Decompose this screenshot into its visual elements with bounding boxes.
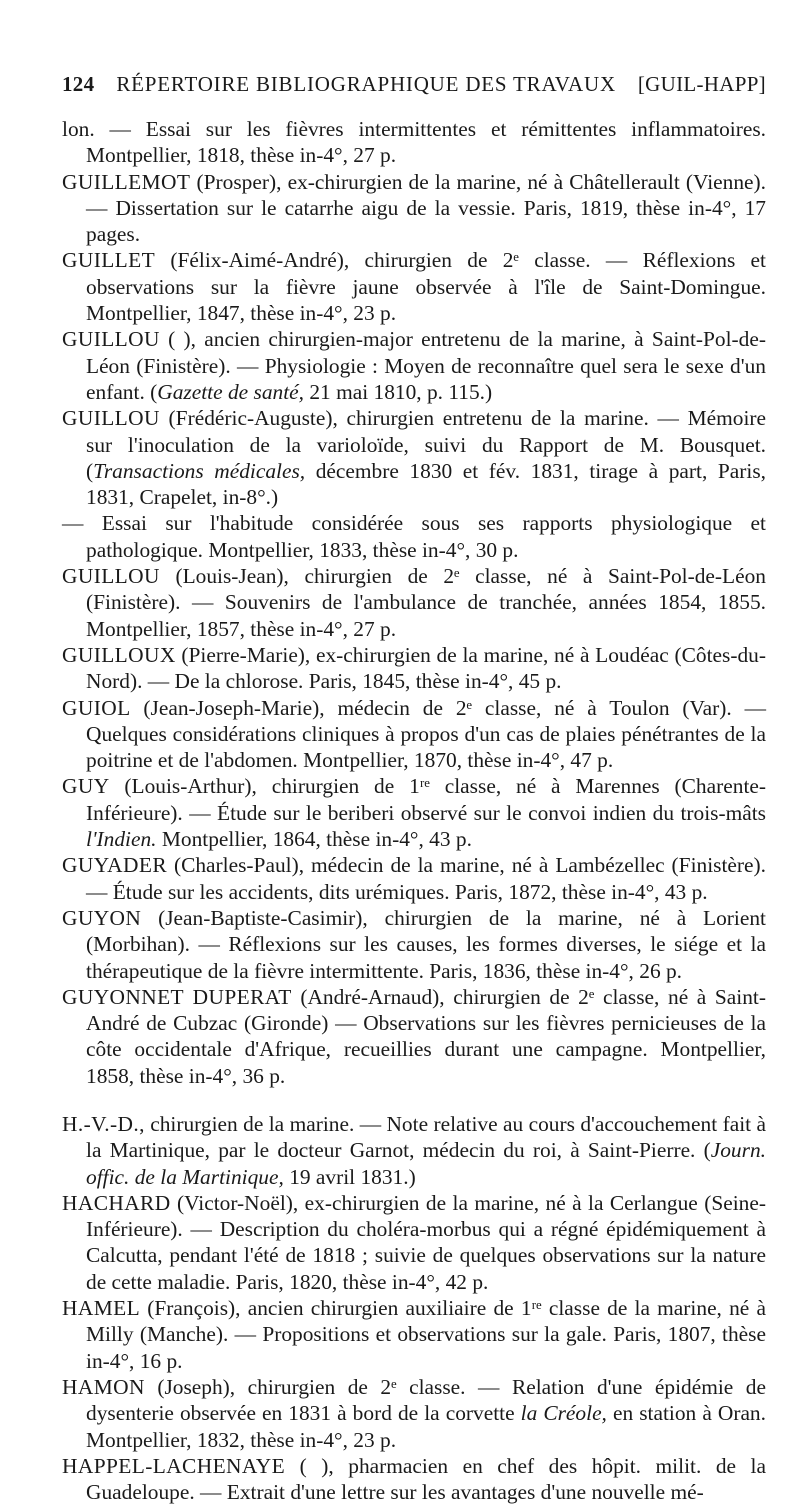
author-name: GUILLOUX [62,642,176,667]
entry-text-tail: Montpellier, 1864, thèse in-4°, 43 p. [156,827,472,852]
entry-text-tail: 21 mai 1810, p. 115.) [304,379,493,404]
bibliography-entry [62,405,766,510]
entry-text-tail: décembre 1830 et fév. 1831, tirage à part, Paris, 1831, Crapelet, in-8°.) [86,458,767,510]
bibliography-entry [62,116,766,169]
author-name: HAMON [62,1374,145,1399]
entry-text: (Félix-Aimé-André), chirurgien de 2ᵉ classe. — Réflexions et observations sur la fièvre jaune observée à l'île de Saint-Domingue. Montpellier, 1847, thèse in-4°, 23 p. [86,248,766,326]
entry-text: chirurgien de la marine. — Note relative au cours d'accouchement fait à la Martinique, par le docteur Garnot, médecin du roi, à Saint-Pierre. [86,1111,766,1163]
bibliography-entry [62,563,766,642]
author-name: GUILLOU [62,327,160,352]
author-name: GUYONNET DUPERAT [62,984,292,1009]
bibliography-entry [62,326,766,405]
bibliography-entry [62,642,766,695]
author-name: HACHARD [62,1190,171,1215]
entry-text: (André-Arnaud), chirurgien de 2ᵉ classe, né à Saint-André de Cubzac (Gironde) — Observations sur les fièvres pernicieuses de la côte occidentale d'Afrique, recueillies durant une campagne. Montpellier, 1858, thèse in-4°, 36 p. [86,984,766,1088]
author-name: HAMEL [62,1296,141,1321]
entry-text: (Jean-Joseph-Marie), médecin de 2ᵉ classe, né à Toulon (Var). — Quelques considérations cliniques à propos d'un cas de plaies pénétrantes de la poitrine et de l'abdomen. Montpellier, 1870, thèse in-4°, 47 p. [86,695,766,773]
entry-text: (Louis-Arthur), chirurgien de 1ʳᵉ classe, né à Marennes (Charente-Inférieure). — Étude sur le beriberi observé sur le convoi indien du trois-mâts [86,774,766,825]
entry-text: ( ), ancien chirurgien-major entretenu de la marine, à Saint-Pol-de-Léon (Finistère). — Physiologie : Moyen de reconnaître quel sera le sexe d'un enfant. [86,327,766,404]
entry-text: (Charles-Paul), médecin de la marine, né à Lambézellec (Finistère). — Étude sur les accidents, dits urémiques. Paris, 1872, thèse in-4°, 43 p. [86,853,766,904]
entry-text: (Jean-Baptiste-Casimir), chirurgien de la marine, né à Lorient (Morbihan). — Réflexions sur les causes, les formes diverses, le siége et la thérapeutique de la fièvre intermittente. Paris, 1836, thèse in-4°, 26 p. [86,905,766,983]
bibliography-entry [62,247,766,326]
running-head [62,72,766,108]
entry-text: ( ), pharmacien en chef des hôpit. milit. de la Guadeloupe. — Extrait d'une lettre sur les avantages d'une nouvelle mé- [86,1453,766,1505]
bibliography-entry [62,1295,766,1374]
source-title: l'Indien. [86,827,157,852]
source-paren: ( [703,1138,711,1163]
entry-text: (Louis-Jean), chirurgien de 2ᵉ classe, né à Saint-Pol-de-Léon (Finistère). — Souvenirs de l'ambulance de tranchée, années 1854, 1855. Montpellier, 1857, thèse in-4°, 27 p. [86,564,766,641]
source-paren: ( [150,379,158,404]
source-title: Gazette de santé, [157,379,304,404]
entry-text: — Essai sur l'habitude considérée sous ses rapports physiologique et pathologique. Montpellier, 1833, thèse in-4°, 30 p. [62,511,766,562]
entry-text: (Frédéric-Auguste), chirurgien entretenu de la marine. — Mémoire sur l'inoculation de la varioloïde, suivi du Rapport de M. Bousquet. [86,406,766,457]
bibliography-entry [62,1374,766,1453]
entry-text: (Pierre-Marie), ex-chirurgien de la marine, né à Loudéac (Côtes-du-Nord). — De la chlorose. Paris, 1845, thèse in-4°, 45 p. [86,642,766,694]
bibliography-entry [62,773,766,852]
bibliography-entry [62,905,766,984]
author-name: GUILLOU [62,406,160,431]
source-title: la Créole, [520,1401,607,1426]
entry-text-tail: 19 avril 1831.) [283,1164,416,1189]
entry-text: (François), ancien chirurgien auxiliaire de 1ʳᵉ classe de la marine, né à Milly (Manche). — Propositions et observations sur la gale. Paris, 1807, thèse in-4°, 16 p. [86,1296,766,1373]
entry-text: (Victor-Noël), ex-chirurgien de la marine, né à la Cerlangue (Seine-Inférieure). — Description du choléra-morbus qui a régné épidémiquement à Calcutta, pendant l'été de 1818 ; suivie de quelques observations sur la nature de cette maladie. Paris, 1820, thèse in-4°, 42 p. [86,1190,766,1294]
source-title: Transactions médicales, [93,458,306,483]
entry-text: (Joseph), chirurgien de 2ᵉ classe. — Relation d'une épidémie de dysenterie observée en 1831 à bord de la corvette [86,1374,766,1426]
running-title: RÉPERTOIRE BIBLIOGRAPHIQUE DES TRAVAUX [116,72,616,96]
bibliography-entry [62,1453,766,1505]
source-title: Journ. offic. de la Martinique, [86,1138,766,1189]
bibliography-entry [62,1111,766,1190]
author-name: GUILLOU [62,564,160,589]
bibliography-entry [62,695,766,774]
entry-range: [GUIL-HAPP] [637,72,766,96]
author-name: H.-V.-D., [62,1111,145,1136]
author-name: GUYADER [62,853,167,878]
author-name: GUIOL [62,695,131,720]
author-name: HAPPEL-LACHENAYE [62,1453,286,1478]
bibliography-entry [62,1190,766,1295]
entry-text: (Prosper), ex-chirurgien de la marine, né à Châtellerault (Vienne). — Dissertation sur le catarrhe aigu de la vessie. Paris, 1819, thèse in-4°, 17 pages. [86,169,766,247]
author-name: GUILLEMOT [62,169,191,194]
page-number: 124 [62,72,95,96]
bibliography-entry [62,169,766,248]
source-paren: ( [86,458,94,483]
author-name: GUY [62,774,110,799]
bibliography-entries [62,116,766,1505]
bibliography-entry [62,510,766,563]
section-gap [62,1089,766,1111]
author-name: GUYON [62,905,142,930]
entry-text-tail: en station à Oran. Montpellier, 1832, thèse in-4°, 23 p. [86,1401,766,1452]
author-name: GUILLET [62,248,156,273]
entry-text: lon. — Essai sur les fièvres intermittentes et rémittentes inflammatoires. Montpellier, 1818, thèse in-4°, 27 p. [62,117,766,168]
bibliography-entry [62,852,766,905]
bibliography-entry [62,984,766,1089]
